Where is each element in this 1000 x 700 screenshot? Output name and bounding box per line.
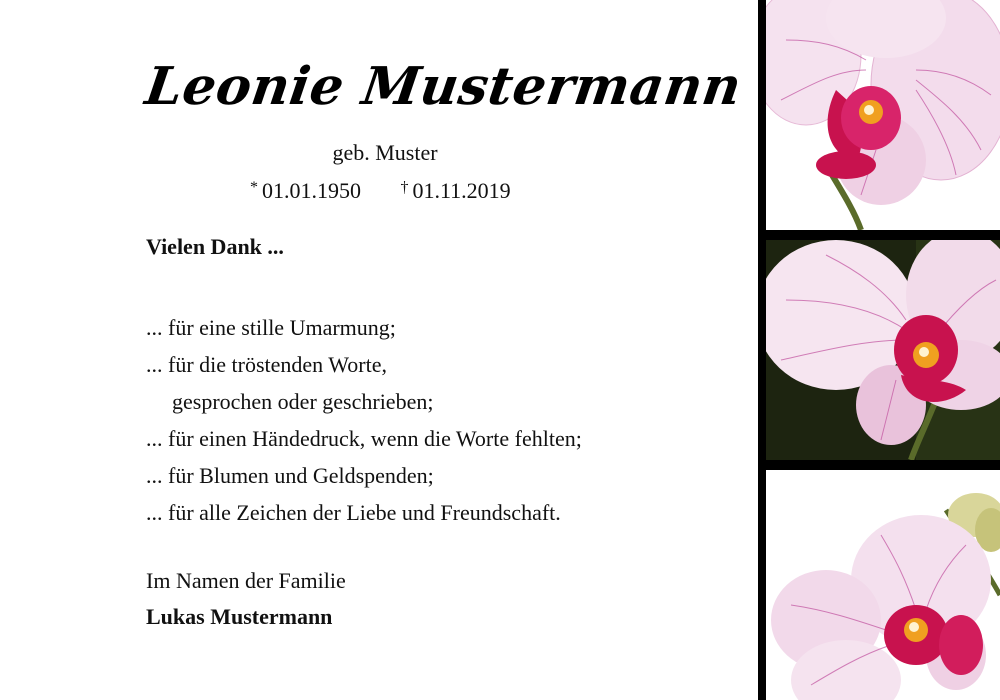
orchid-photo-3: [766, 470, 1000, 700]
thanks-lines: [146, 309, 582, 531]
deceased-name: Leonie Mustermann: [141, 56, 746, 117]
thanks-heading: Vielen Dank ...: [146, 234, 284, 259]
thanks-line: ... für alle Zeichen der Liebe und Freundschaft.: [146, 500, 561, 525]
birth-date: 01.01.1950: [262, 178, 361, 203]
orchid-photo-2: [766, 240, 1000, 460]
signer-name: Lukas Mustermann: [146, 604, 333, 629]
birth-star-icon: *: [250, 179, 258, 196]
death-date: 01.11.2019: [412, 178, 511, 203]
orchid-photo-1: [766, 0, 1000, 230]
life-dates: [250, 178, 511, 204]
family-line: Im Namen der Familie: [146, 568, 346, 593]
thanks-line: gesprochen oder geschrieben;: [172, 389, 434, 414]
thanks-line: ... für die tröstenden Worte,: [146, 352, 387, 377]
maiden-name: geb. Muster: [332, 140, 438, 165]
thanks-line: ... für Blumen und Geldspenden;: [146, 463, 434, 488]
thanks-line: ... für einen Händedruck, wenn die Worte fehlten;: [146, 426, 582, 451]
orchid-photo-strip: [758, 0, 1000, 700]
thanks-line: ... für eine stille Umarmung;: [146, 315, 396, 340]
death-cross-icon: †: [400, 179, 409, 196]
